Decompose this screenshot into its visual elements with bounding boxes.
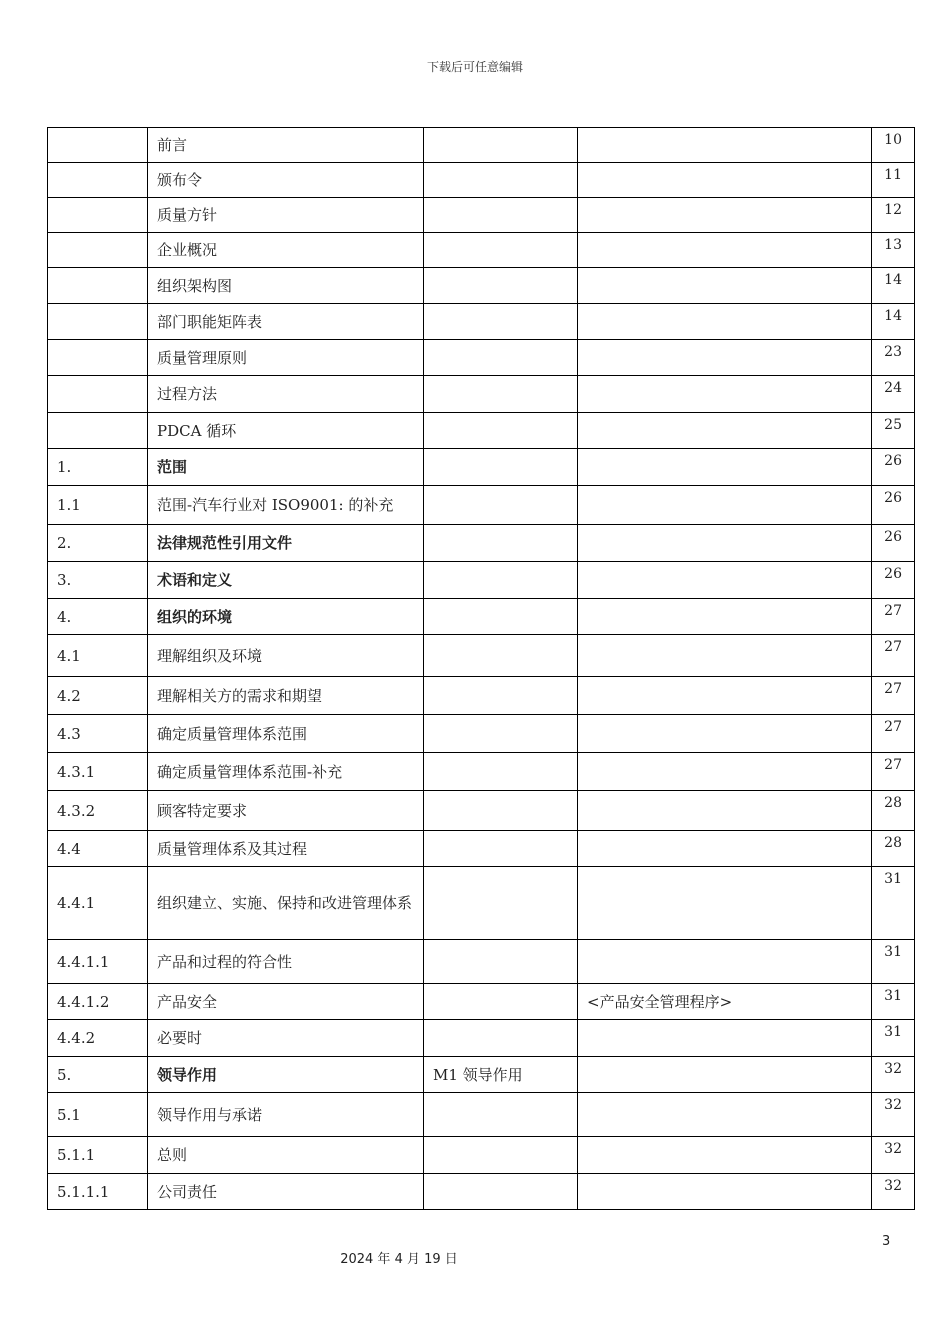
toc-row [48, 1020, 915, 1057]
toc-row-page: 14 [872, 304, 915, 340]
toc-row-reference [424, 233, 578, 268]
toc-row-procedure [578, 413, 872, 449]
toc-row-title: 产品安全 [148, 984, 424, 1020]
toc-row-procedure [578, 753, 872, 791]
toc-row-reference [424, 715, 578, 753]
toc-row-title: 前言 [148, 128, 424, 163]
toc-row-reference [424, 376, 578, 413]
toc-row-reference [424, 831, 578, 867]
toc-row-title: 理解相关方的需求和期望 [148, 677, 424, 715]
toc-row-number: 4.3 [48, 715, 148, 753]
toc-row-title: 质量方针 [148, 198, 424, 233]
toc-row-page: 28 [872, 831, 915, 867]
toc-row [48, 791, 915, 831]
toc-row-number: 5.1 [48, 1093, 148, 1137]
toc-row-procedure [578, 128, 872, 163]
toc-row-reference [424, 486, 578, 525]
toc-row-title: 总则 [148, 1137, 424, 1174]
toc-row-procedure [578, 340, 872, 376]
toc-row-number: 1.1 [48, 486, 148, 525]
toc-row-title: 部门职能矩阵表 [148, 304, 424, 340]
toc-row-number [48, 376, 148, 413]
toc-row-page: 11 [872, 163, 915, 198]
toc-row-title: 确定质量管理体系范围-补充 [148, 753, 424, 791]
toc-row-title: 顾客特定要求 [148, 791, 424, 831]
toc-row-procedure [578, 1137, 872, 1174]
toc-row [48, 413, 915, 449]
toc-row-page: 32 [872, 1174, 915, 1210]
toc-row-reference [424, 867, 578, 940]
toc-row-title: 范围 [148, 449, 424, 486]
toc-row-title: 法律规范性引用文件 [148, 525, 424, 562]
toc-row [48, 525, 915, 562]
toc-row-title: 质量管理体系及其过程 [148, 831, 424, 867]
toc-row-title: 领导作用 [148, 1057, 424, 1093]
toc-row-procedure [578, 562, 872, 599]
toc-row-reference [424, 1093, 578, 1137]
toc-row-reference [424, 562, 578, 599]
toc-row-procedure [578, 198, 872, 233]
toc-row-title: 颁布令 [148, 163, 424, 198]
toc-row-number [48, 340, 148, 376]
toc-row-procedure [578, 791, 872, 831]
toc-row-page: 25 [872, 413, 915, 449]
toc-row-title: 确定质量管理体系范围 [148, 715, 424, 753]
toc-row-procedure [578, 1020, 872, 1057]
toc-row-reference [424, 163, 578, 198]
toc-row-reference [424, 677, 578, 715]
toc-row-reference [424, 304, 578, 340]
toc-row-page: 26 [872, 562, 915, 599]
toc-row-page: 26 [872, 525, 915, 562]
toc-row-reference [424, 340, 578, 376]
toc-row-page: 27 [872, 677, 915, 715]
toc-row [48, 128, 915, 163]
toc-row-number: 4.3.1 [48, 753, 148, 791]
toc-row-procedure [578, 486, 872, 525]
toc-row-page: 14 [872, 268, 915, 304]
toc-row-title: 组织建立、实施、保持和改进管理体系 [148, 867, 424, 940]
toc-row-page: 31 [872, 984, 915, 1020]
toc-row-reference [424, 198, 578, 233]
toc-row [48, 340, 915, 376]
toc-row-title: 必要时 [148, 1020, 424, 1057]
toc-row [48, 486, 915, 525]
toc-row-number [48, 198, 148, 233]
toc-row-number [48, 268, 148, 304]
toc-row-title: 公司责任 [148, 1174, 424, 1210]
toc-row-page: 32 [872, 1093, 915, 1137]
toc-row-reference [424, 449, 578, 486]
toc-row [48, 677, 915, 715]
toc-row-number: 4.4.1.1 [48, 940, 148, 984]
toc-row-reference [424, 940, 578, 984]
toc-row-number: 4.4.1 [48, 867, 148, 940]
toc-row-page: 26 [872, 449, 915, 486]
toc-row-title: 组织的环境 [148, 599, 424, 635]
toc-row [48, 940, 915, 984]
toc-row-page: 28 [872, 791, 915, 831]
toc-row-number [48, 233, 148, 268]
toc-row-page: 10 [872, 128, 915, 163]
toc-row-title: 组织架构图 [148, 268, 424, 304]
toc-row-reference [424, 635, 578, 677]
toc-row [48, 984, 915, 1020]
toc-row-reference [424, 413, 578, 449]
toc-row-number: 5.1.1 [48, 1137, 148, 1174]
toc-row-number: 4.4.2 [48, 1020, 148, 1057]
toc-row-number: 4.3.2 [48, 791, 148, 831]
toc-row-page: 31 [872, 867, 915, 940]
toc-row [48, 635, 915, 677]
toc-row-number [48, 128, 148, 163]
toc-row-page: 23 [872, 340, 915, 376]
toc-row-procedure [578, 304, 872, 340]
toc-row-procedure [578, 1174, 872, 1210]
toc-row [48, 198, 915, 233]
toc-row-title: 企业概况 [148, 233, 424, 268]
toc-row-page: 26 [872, 486, 915, 525]
toc-row-title: 理解组织及环境 [148, 635, 424, 677]
toc-row-number: 5.1.1.1 [48, 1174, 148, 1210]
toc-row-reference [424, 1137, 578, 1174]
toc-row [48, 753, 915, 791]
toc-row-reference [424, 525, 578, 562]
toc-row [48, 715, 915, 753]
toc-row [48, 867, 915, 940]
toc-row-procedure [578, 715, 872, 753]
toc-row-reference [424, 1020, 578, 1057]
toc-row-procedure [578, 867, 872, 940]
toc-row-reference [424, 268, 578, 304]
toc-row [48, 1093, 915, 1137]
toc-row-procedure [578, 1057, 872, 1093]
toc-row-title: 过程方法 [148, 376, 424, 413]
toc-row-number: 3. [48, 562, 148, 599]
toc-row-reference [424, 1174, 578, 1210]
toc-row-reference [424, 128, 578, 163]
toc-row-number: 1. [48, 449, 148, 486]
toc-row-procedure [578, 449, 872, 486]
toc-row-reference [424, 599, 578, 635]
toc-row-number: 4.1 [48, 635, 148, 677]
toc-row-number [48, 413, 148, 449]
toc-row-page: 13 [872, 233, 915, 268]
toc-row-page: 12 [872, 198, 915, 233]
toc-row-page: 27 [872, 715, 915, 753]
toc-row-reference [424, 753, 578, 791]
toc-row-number [48, 163, 148, 198]
toc-row-title: 术语和定义 [148, 562, 424, 599]
toc-row [48, 831, 915, 867]
toc-row [48, 599, 915, 635]
toc-row [48, 562, 915, 599]
toc-row [48, 233, 915, 268]
toc-row-procedure: <产品安全管理程序> [578, 984, 872, 1020]
toc-row-procedure [578, 268, 872, 304]
toc-row-page: 32 [872, 1137, 915, 1174]
toc-row-number: 4.4 [48, 831, 148, 867]
toc-row-number: 4.4.1.2 [48, 984, 148, 1020]
toc-row-number: 2. [48, 525, 148, 562]
toc-row [48, 376, 915, 413]
toc-row-procedure [578, 635, 872, 677]
toc-row-procedure [578, 163, 872, 198]
toc-row-title: 产品和过程的符合性 [148, 940, 424, 984]
footer-date: 2024 年 4 月 19 日 [340, 1252, 458, 1267]
toc-row [48, 1137, 915, 1174]
toc-row-number: 5. [48, 1057, 148, 1093]
toc-row-page: 31 [872, 1020, 915, 1057]
toc-row [48, 1174, 915, 1210]
toc-row-title: 质量管理原则 [148, 340, 424, 376]
toc-row-page: 31 [872, 940, 915, 984]
toc-row-procedure [578, 940, 872, 984]
toc-row-procedure [578, 677, 872, 715]
toc-row-reference: M1 领导作用 [424, 1057, 578, 1093]
toc-row-page: 32 [872, 1057, 915, 1093]
toc-row-page: 27 [872, 635, 915, 677]
toc-row [48, 449, 915, 486]
toc-row-reference [424, 984, 578, 1020]
toc-row [48, 268, 915, 304]
toc-row-page: 27 [872, 599, 915, 635]
toc-table [47, 127, 915, 1210]
toc-row-reference [424, 791, 578, 831]
page-header: 下载后可任意编辑 [426, 60, 523, 74]
toc-row-procedure [578, 599, 872, 635]
toc-row-number: 4.2 [48, 677, 148, 715]
toc-row-procedure [578, 525, 872, 562]
toc-row [48, 304, 915, 340]
toc-row-number: 4. [48, 599, 148, 635]
toc-row-title: 领导作用与承诺 [148, 1093, 424, 1137]
toc-row-procedure [578, 376, 872, 413]
toc-row-page: 24 [872, 376, 915, 413]
toc-row-procedure [578, 1093, 872, 1137]
toc-row-title: 范围-汽车行业对 ISO9001: 的补充 [148, 486, 424, 525]
toc-row-procedure [578, 233, 872, 268]
toc-row [48, 163, 915, 198]
toc-row-title: PDCA 循环 [148, 413, 424, 449]
page-number: 3 [882, 1234, 891, 1249]
toc-row [48, 1057, 915, 1093]
toc-row-procedure [578, 831, 872, 867]
toc-row-page: 27 [872, 753, 915, 791]
toc-row-number [48, 304, 148, 340]
